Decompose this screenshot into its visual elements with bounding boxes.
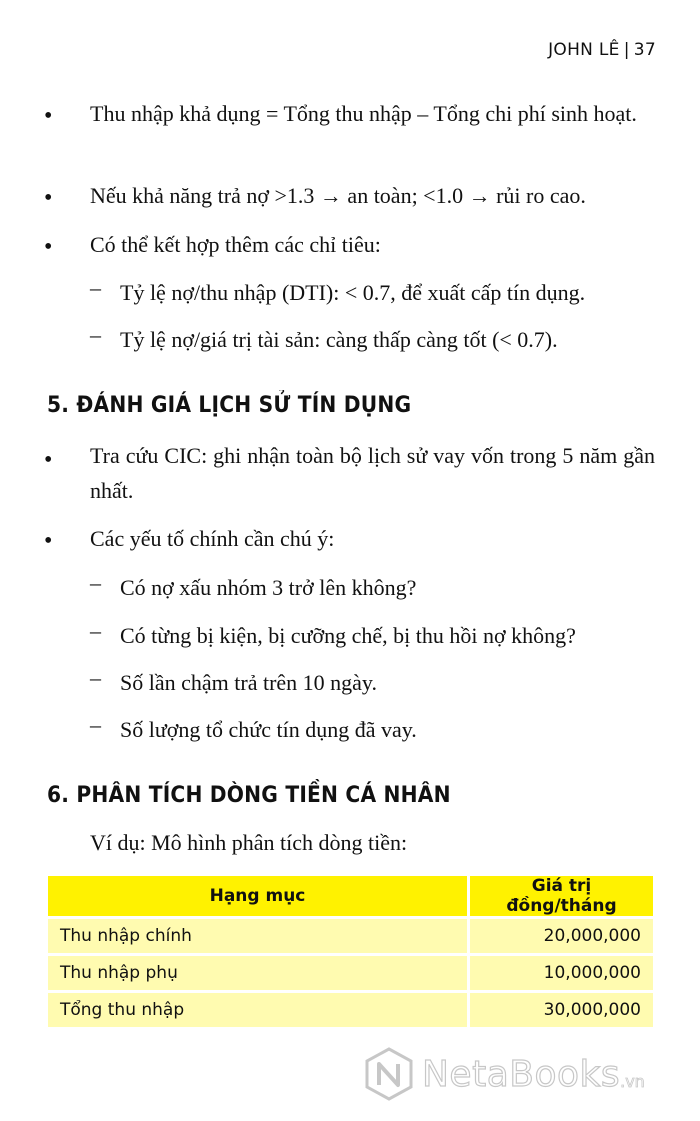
watermark-suffix: .vn: [620, 1071, 645, 1091]
bullet-icon: •: [44, 528, 53, 554]
bullet-icon: •: [44, 447, 53, 473]
sub-list-item: Có từng bị kiện, bị cưỡng chế, bị thu hồi nợ không?: [120, 623, 576, 648]
column-header: Giá trị đồng/tháng: [469, 876, 654, 918]
watermark-brand: NetaBooks: [422, 1053, 621, 1095]
sub-list-item: Tỷ lệ nợ/giá trị tài sản: càng thấp càng tốt (< 0.7).: [120, 327, 558, 352]
table-header-row: [48, 876, 653, 918]
author-name: JOHN LÊ: [548, 40, 620, 60]
dash-marker: –: [90, 618, 101, 643]
watermark: [364, 1046, 645, 1102]
sub-list-item: Có nợ xấu nhóm 3 trở lên không?: [120, 575, 417, 600]
table-cell-item: Tổng thu nhập: [48, 992, 469, 1029]
netabooks-logo-icon: [364, 1046, 414, 1102]
table-row: [48, 918, 653, 955]
cashflow-table: [48, 876, 653, 1030]
table-cell-value: 20,000,000: [469, 918, 654, 955]
section-heading: 5. ĐÁNH GIÁ LỊCH SỬ TÍN DỤNG: [47, 393, 412, 418]
sub-list-item: Số lần chậm trả trên 10 ngày.: [120, 670, 377, 695]
dash-marker: –: [90, 712, 101, 737]
dash-marker: –: [90, 275, 101, 300]
page-number: 37: [633, 40, 656, 60]
list-item: Có thể kết hợp thêm các chỉ tiêu:: [90, 232, 381, 257]
column-header: Hạng mục: [48, 876, 469, 918]
list-item: Tra cứu CIC: ghi nhận toàn bộ lịch sử vay vốn trong 5 năm gần nhất.: [90, 443, 655, 503]
dash-marker: –: [90, 665, 101, 690]
table-row: [48, 992, 653, 1029]
sub-list-item: Số lượng tổ chức tín dụng đã vay.: [120, 717, 417, 742]
dash-marker: –: [90, 322, 101, 347]
list-item: Các yếu tố chính cần chú ý:: [90, 526, 335, 551]
table-row: [48, 955, 653, 992]
running-header: [548, 40, 656, 60]
sub-list-item: Tỷ lệ nợ/thu nhập (DTI): < 0.7, để xuất cấp tín dụng.: [120, 280, 586, 305]
example-caption: Ví dụ: Mô hình phân tích dòng tiền:: [90, 830, 408, 855]
dash-marker: –: [90, 570, 101, 595]
table-cell-value: 10,000,000: [469, 955, 654, 992]
bullet-icon: •: [44, 185, 53, 211]
table-cell-item: Thu nhập chính: [48, 918, 469, 955]
table-cell-item: Thu nhập phụ: [48, 955, 469, 992]
section-heading: 6. PHÂN TÍCH DÒNG TIỀN CÁ NHÂN: [47, 783, 451, 808]
table-cell-value: 30,000,000: [469, 992, 654, 1029]
bullet-icon: •: [44, 103, 53, 129]
header-separator: |: [623, 40, 630, 60]
list-item: Nếu khả năng trả nợ >1.3 → an toàn; <1.0 → rủi ro cao.: [90, 183, 586, 208]
bullet-icon: •: [44, 234, 53, 260]
list-item: Thu nhập khả dụng = Tổng thu nhập – Tổng chi phí sinh hoạt.: [90, 101, 637, 126]
